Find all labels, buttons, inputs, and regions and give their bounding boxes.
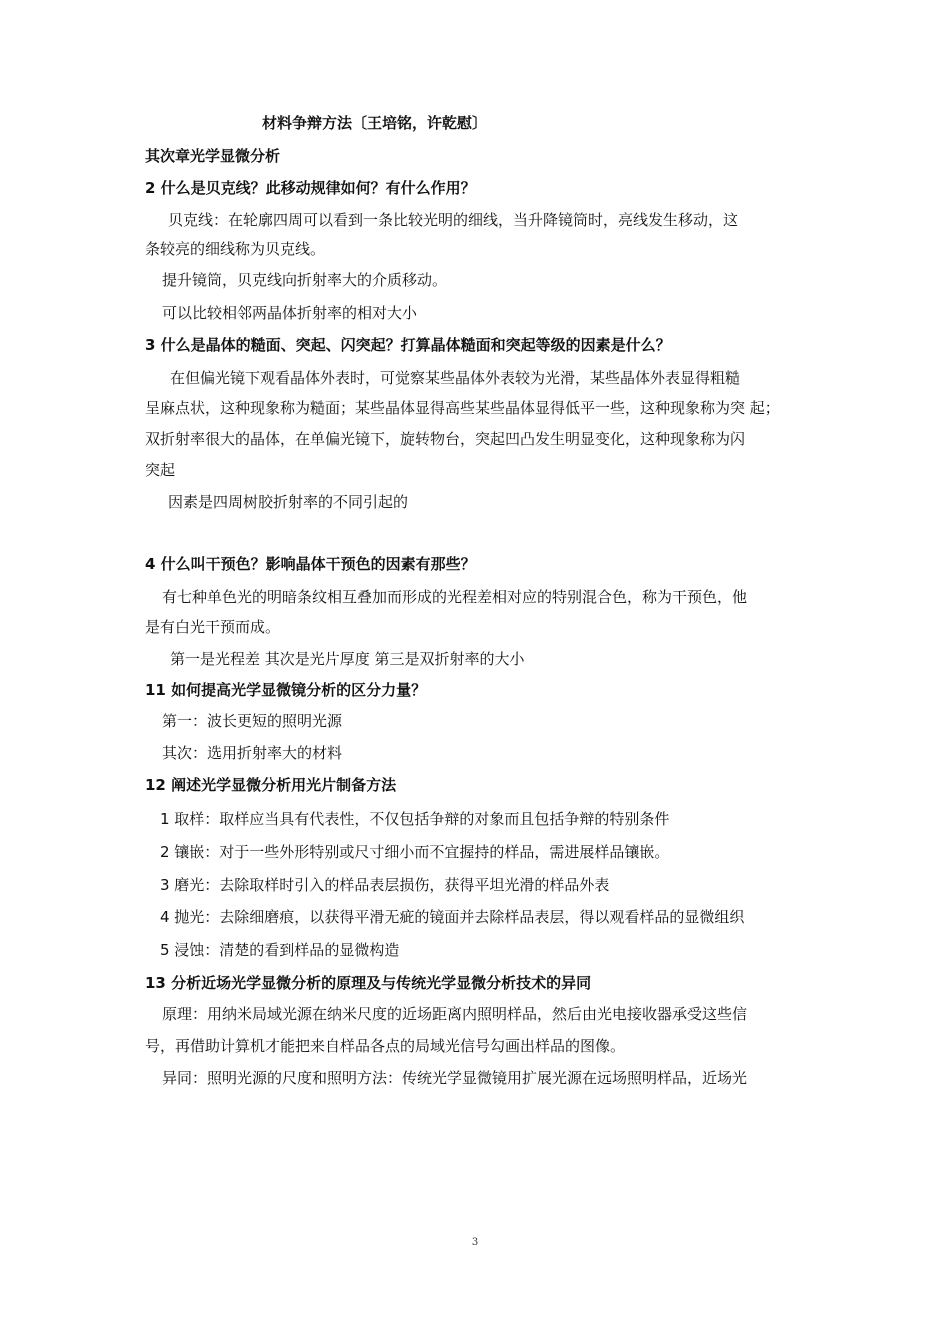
document-title: 材料争辩方法〔王培铭，许乾慰〕 [262, 114, 488, 132]
chapter-heading: 其次章光学显微分析 [145, 147, 281, 165]
q2-answer-movement: 提升镜筒，贝克线向折射率大的介质移动。 [162, 271, 448, 289]
question-4: 4 什么叫干预色？影响晶体干预色的因素有那些？ [145, 555, 476, 573]
q4-answer-line-1: 有七种单色光的明暗条纹相互叠加而形成的光程差相对应的特别混合色，称为干预色，他 [162, 588, 748, 606]
q3-answer-line-1: 在但偏光镜下观看晶体外表时，可觉察某些晶体外表较为光滑，某些晶体外表显得粗糙 [170, 369, 741, 387]
q4-answer-factors: 第一是光程差 其次是光片厚度 第三是双折射率的大小 [170, 650, 525, 668]
q11-answer-2: 其次：选用折射率大的材料 [162, 744, 343, 762]
q2-answer-line-2: 条较亮的细线称为贝克线。 [145, 240, 326, 258]
q12-step-2: 2 镶嵌：对于一些外形特别或尺寸细小而不宜握持的样品，需进展样品镶嵌。 [160, 843, 670, 861]
q13-answer-line-2: 号，再借助计算机才能把来自样品各点的局域光信号勾画出样品的图像。 [145, 1037, 626, 1055]
question-13: 13 分析近场光学显微分析的原理及与传统光学显微分析技术的异同 [145, 974, 592, 992]
q13-answer-comparison: 异同：照明光源的尺度和照明方法：传统光学显微镜用扩展光源在远场照明样品，近场光 [162, 1069, 748, 1087]
page-number: 3 [471, 1237, 479, 1248]
q12-step-4: 4 抛光：去除细磨痕，以获得平滑无疵的镜面并去除样品表层，得以观看样品的显微组织 [160, 908, 745, 926]
q12-step-5: 5 浸蚀：清楚的看到样品的显微构造 [160, 941, 400, 959]
q13-answer-line-1: 原理：用纳米局域光源在纳米尺度的近场距离内照明样品，然后由光电接收器承受这些信 [162, 1005, 748, 1023]
q3-answer-factor: 因素是四周树胶折射率的不同引起的 [168, 493, 409, 511]
question-12: 12 阐述光学显微分析用光片制备方法 [145, 776, 397, 794]
question-3: 3 什么是晶体的糙面、突起、闪突起？打算晶体糙面和突起等级的因素是什么？ [145, 336, 671, 354]
q11-answer-1: 第一：波长更短的照明光源 [162, 712, 343, 730]
q4-answer-line-2: 是有白光干预而成。 [145, 618, 281, 636]
q3-answer-line-2: 呈麻点状，这种现象称为糙面；某些晶体显得高些某些晶体显得低平一些，这种现象称为突 起； [145, 399, 780, 417]
q12-step-1: 1 取样：取样应当具有代表性，不仅包括争辩的对象而且包括争辩的特别条件 [160, 810, 670, 828]
q2-answer-purpose: 可以比较相邻两晶体折射率的相对大小 [162, 304, 418, 322]
question-11: 11 如何提高光学显微镜分析的区分力量？ [145, 681, 427, 699]
q12-step-3: 3 磨光：去除取样时引入的样品表层损伤，获得平坦光滑的样品外表 [160, 876, 610, 894]
question-2: 2 什么是贝克线？此移动规律如何？有什么作用？ [145, 179, 476, 197]
q3-answer-line-3: 双折射率很大的晶体，在单偏光镜下，旋转物台，突起凹凸发生明显变化，这种现象称为闪 [145, 430, 746, 448]
q2-answer-line-1: 贝克线：在轮廓四周可以看到一条比较光明的细线，当升降镜筒时，亮线发生移动，这 [168, 211, 739, 229]
q3-answer-line-4: 突起 [145, 461, 176, 479]
